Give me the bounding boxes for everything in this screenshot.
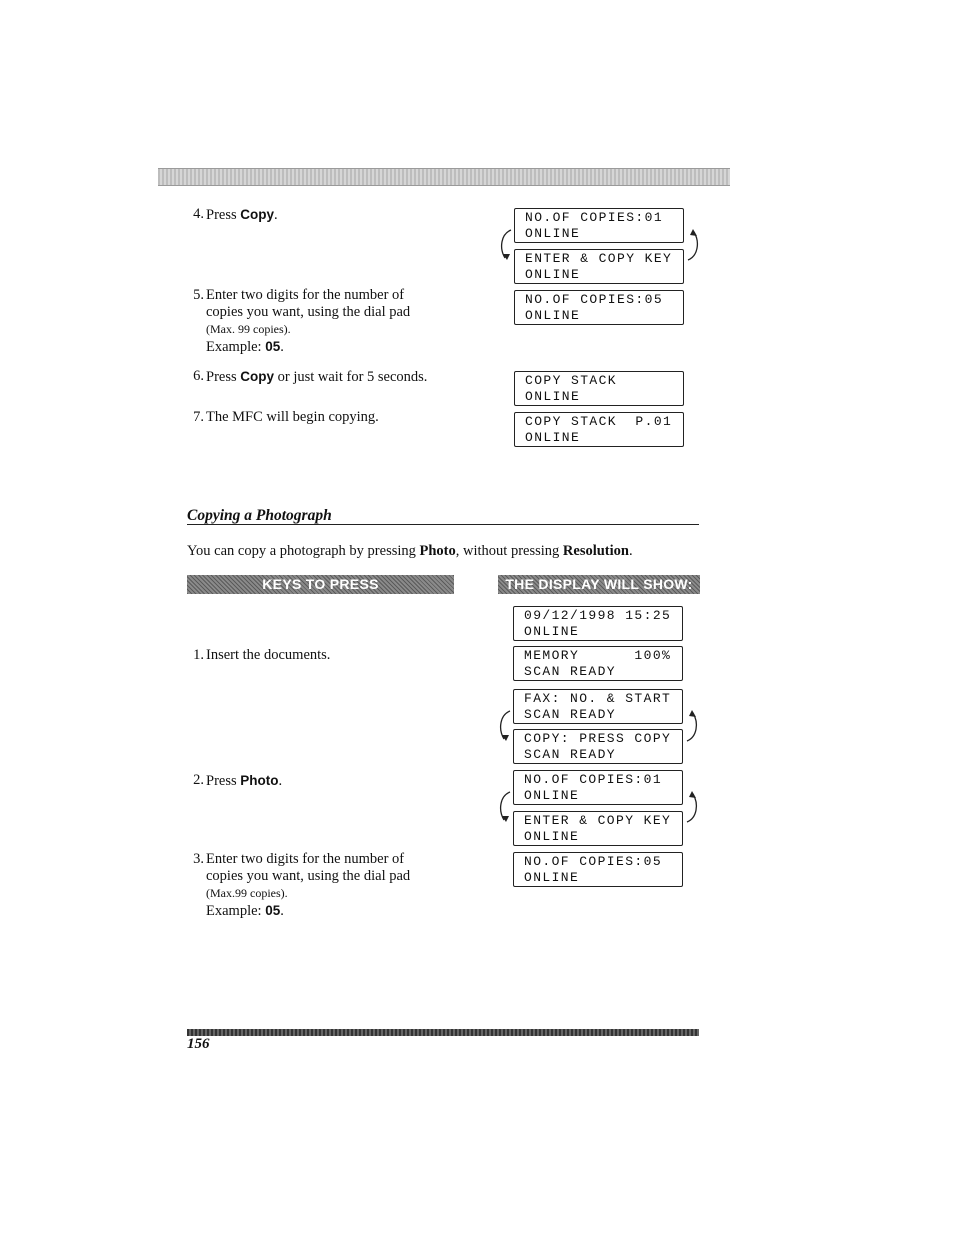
keys-to-press-header: KEYS TO PRESS	[187, 575, 454, 594]
lcd-line-2: ONLINE	[525, 389, 581, 404]
intro-text: .	[628, 543, 633, 559]
lcd-display	[514, 290, 684, 325]
step-line	[206, 647, 330, 664]
lcd-display	[513, 689, 683, 724]
lcd-line-2: ONLINE	[525, 308, 581, 323]
bottom-decorative-bar	[187, 1029, 699, 1036]
step-text	[206, 647, 330, 664]
step-text	[206, 206, 278, 224]
step-6	[186, 368, 476, 388]
step-line	[206, 851, 410, 868]
lcd-line-2: ONLINE	[525, 226, 581, 241]
intro-text: You can copy a photograph by pressing	[187, 543, 420, 559]
lcd-line-1: NO.OF COPIES:01	[525, 210, 664, 225]
step-line	[206, 368, 427, 386]
display-will-show-header: THE DISPLAY WILL SHOW:	[498, 575, 700, 594]
step-7	[186, 409, 466, 429]
intro-key-photo: Photo	[419, 543, 456, 559]
cycle-arrow-left-icon	[496, 707, 514, 747]
step-line	[206, 885, 410, 902]
lcd-display	[514, 249, 684, 284]
top-decorative-bar	[158, 168, 730, 186]
lcd-line-1: COPY: PRESS COPY	[524, 731, 672, 746]
intro-key-resolution: Resolution	[562, 543, 629, 559]
step-text	[206, 368, 427, 386]
lcd-line-2: ONLINE	[524, 624, 580, 639]
lcd-display	[514, 208, 684, 243]
step-2	[186, 772, 466, 792]
lcd-line-1: NO.OF COPIES:01	[524, 772, 663, 787]
step-4	[186, 206, 466, 226]
lcd-line-1: FAX: NO. & START	[524, 691, 672, 706]
lcd-line-2: ONLINE	[524, 829, 580, 844]
lcd-line-2: SCAN READY	[524, 747, 617, 762]
step-text-segment: .	[278, 773, 283, 789]
section-title: Copying a Photograph	[187, 507, 332, 524]
step-text	[206, 287, 410, 356]
step-line	[206, 409, 379, 426]
lcd-line-2: SCAN READY	[524, 664, 617, 679]
lcd-display	[514, 371, 684, 406]
lcd-line-1: MEMORY 100%	[524, 648, 672, 663]
lcd-display	[513, 729, 683, 764]
step-text-segment: .	[280, 339, 284, 355]
lcd-display	[513, 770, 683, 805]
step-text-segment: .	[280, 903, 284, 919]
cycle-arrow-right-icon	[683, 707, 701, 747]
key-name: Copy	[240, 369, 274, 384]
step-1	[186, 647, 466, 667]
step-text-segment: .	[274, 207, 278, 223]
lcd-line-2: ONLINE	[525, 430, 581, 445]
step-text-segment: Press	[206, 773, 241, 789]
step-number: 6.	[193, 368, 204, 384]
step-text	[206, 772, 282, 790]
step-number: 3.	[193, 851, 204, 867]
step-line	[206, 304, 410, 321]
key-name: Photo	[240, 773, 279, 788]
step-text-segment: (Max.99 copies).	[206, 886, 288, 900]
lcd-line-1: ENTER & COPY KEY	[524, 813, 672, 828]
key-name: 05	[265, 903, 281, 918]
step-text-segment: (Max. 99 copies).	[206, 322, 291, 336]
lcd-display	[513, 852, 683, 887]
lcd-line-2: ONLINE	[524, 870, 580, 885]
lcd-line-1: ENTER & COPY KEY	[525, 251, 673, 266]
lcd-line-2: ONLINE	[525, 267, 581, 282]
step-text-segment: Press	[206, 369, 241, 385]
page-number: 156	[187, 1036, 210, 1052]
step-text	[206, 409, 379, 426]
lcd-line-1: NO.OF COPIES:05	[525, 292, 664, 307]
step-text-segment: Enter two digits for the number of	[206, 287, 405, 303]
step-text-segment: Enter two digits for the number of	[206, 851, 405, 867]
step-text-segment: Example:	[206, 339, 266, 355]
lcd-line-2: SCAN READY	[524, 707, 617, 722]
lcd-display	[514, 412, 684, 447]
step-line	[206, 206, 278, 224]
key-name: Copy	[240, 207, 274, 222]
lcd-display	[513, 606, 683, 641]
key-name: 05	[265, 339, 281, 354]
step-number: 2.	[193, 772, 204, 788]
lcd-line-2: ONLINE	[524, 788, 580, 803]
step-text-segment: copies you want, using the dial pad	[206, 304, 411, 320]
lcd-line-1: 09/12/1998 15:25	[524, 608, 672, 623]
cycle-arrow-right-icon	[683, 788, 701, 828]
section-divider	[187, 524, 699, 525]
step-text-segment: or just wait for 5 seconds.	[274, 369, 428, 385]
cycle-arrow-left-icon	[496, 788, 514, 828]
step-line	[206, 338, 410, 356]
step-text-segment: copies you want, using the dial pad	[206, 868, 411, 884]
step-number: 1.	[193, 647, 204, 663]
lcd-display	[513, 811, 683, 846]
step-line	[206, 321, 410, 338]
step-line	[206, 868, 410, 885]
section-intro	[187, 543, 633, 560]
intro-text: , without pressing	[455, 543, 563, 559]
lcd-line-1: COPY STACK P.01	[525, 414, 673, 429]
lcd-display	[513, 646, 683, 681]
step-number: 5.	[193, 287, 204, 303]
step-text-segment: Press	[206, 207, 241, 223]
step-line	[206, 772, 282, 790]
step-text	[206, 851, 410, 920]
step-line	[206, 287, 410, 304]
cycle-arrow-right-icon	[684, 226, 702, 266]
step-line	[206, 902, 410, 920]
cycle-arrow-left-icon	[497, 226, 515, 266]
lcd-line-1: COPY STACK	[525, 373, 618, 388]
step-number: 4.	[193, 206, 204, 222]
step-text-segment: The MFC will begin copying.	[206, 409, 379, 425]
step-3	[186, 851, 466, 923]
step-number: 7.	[193, 409, 204, 425]
step-text-segment: Insert the documents.	[206, 647, 331, 663]
lcd-line-1: NO.OF COPIES:05	[524, 854, 663, 869]
step-5	[186, 287, 466, 359]
step-text-segment: Example:	[206, 903, 266, 919]
